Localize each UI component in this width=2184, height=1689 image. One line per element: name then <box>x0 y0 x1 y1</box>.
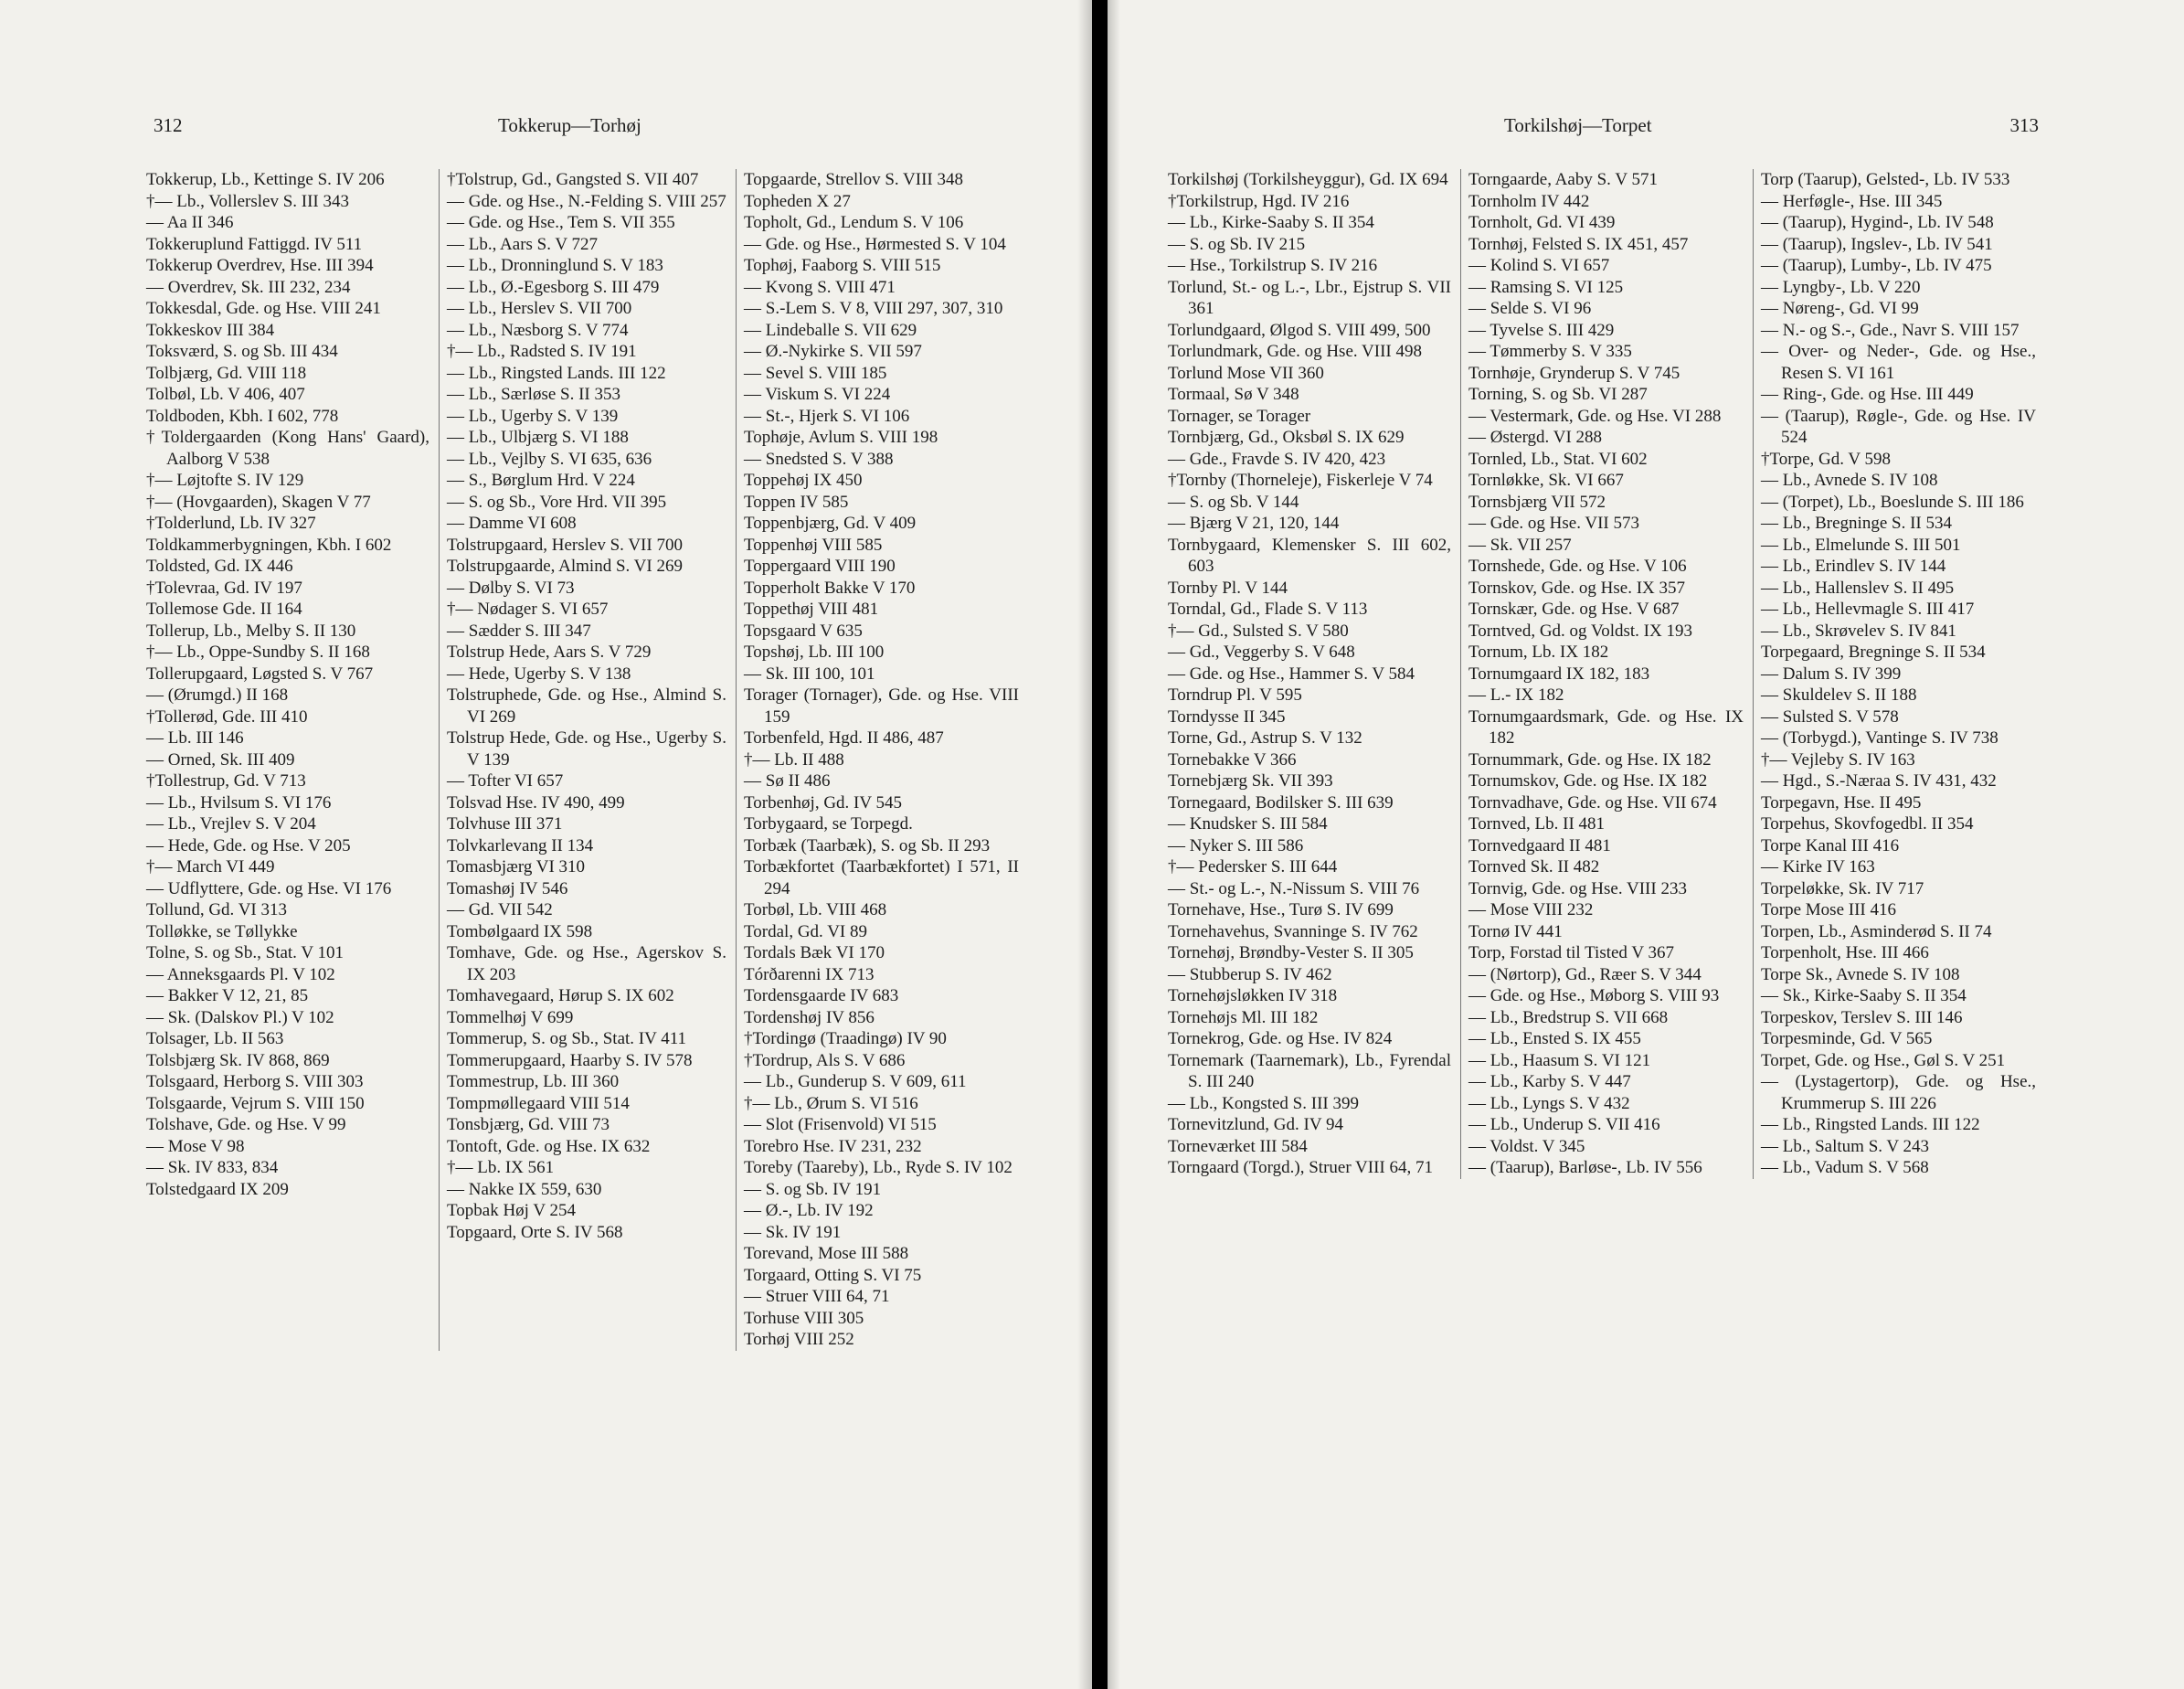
index-entry: — Orned, Sk. III 409 <box>146 749 295 770</box>
index-entry: Toldsted, Gd. IX 446 <box>146 557 293 576</box>
index-entry: Topshøj, Lb. III 100 <box>744 643 885 662</box>
index-entry: Tolløkke, se Tøllykke <box>146 921 298 941</box>
index-entry: Tophøje, Avlum S. VIII 198 <box>744 428 938 447</box>
index-entry: Tophøj, Faaborg S. VIII 515 <box>744 256 941 275</box>
index-entry: — Dølby S. VI 73 <box>447 578 575 598</box>
right-column-1 <box>1168 169 1460 1179</box>
index-entry: †— Lb. II 488 <box>744 749 844 770</box>
index-entry: — (Taarup), Barløse-, Lb. IV 556 <box>1468 1158 1702 1177</box>
index-entry: †Tollerød, Gde. III 410 <box>146 706 308 727</box>
index-entry: †— Lb., Oppe-Sundby S. II 168 <box>146 643 370 662</box>
index-entry: Torneværket III 584 <box>1168 1136 1308 1156</box>
index-entry: Tornumgaardsmark, Gde. og Hse. IX 182 <box>1468 706 1744 748</box>
index-entry: — Sk. IV 833, 834 <box>146 1158 279 1177</box>
index-entry: Torbæk (Taarbæk), S. og Sb. II 293 <box>744 835 991 855</box>
index-entry: Torbøl, Lb. VIII 468 <box>744 900 887 919</box>
index-entry: — Sø II 486 <box>744 771 831 791</box>
right-column-3 <box>1753 169 2045 1179</box>
index-entry: — Hede, Ugerby S. V 138 <box>447 664 631 684</box>
index-entry: — Sulsted S. V 578 <box>1761 706 1899 727</box>
index-entry: — Sk. (Dalskov Pl.) V 102 <box>146 1007 334 1027</box>
index-entry: Torlund, St.- og L.-, Lbr., Ejstrup S. VII 361 <box>1168 277 1451 318</box>
index-entry: — Gde., Fravde S. IV 420, 423 <box>1168 449 1386 469</box>
index-entry: — Stubberup S. IV 462 <box>1168 964 1332 984</box>
index-entry: Tonsbjærg, Gd. VIII 73 <box>447 1115 610 1134</box>
index-entry: Tornløkke, Sk. VI 667 <box>1468 471 1624 490</box>
left-running-head: Tokkerup—Torhøj <box>498 114 641 136</box>
index-entry: Tolsager, Lb. II 563 <box>146 1029 284 1048</box>
index-entry: — Lb., Saltum S. V 243 <box>1761 1136 1930 1156</box>
index-entry: — Lindeballe S. VII 629 <box>744 320 917 340</box>
index-entry: — Lb., Kongsted S. III 399 <box>1168 1093 1359 1113</box>
index-entry: — Lb., Kirke-Saaby S. II 354 <box>1168 213 1374 232</box>
right-page-number: 313 <box>2009 114 2039 136</box>
index-entry: Torlundmark, Gde. og Hse. VIII 498 <box>1168 342 1422 361</box>
index-entry: Tornebjærg Sk. VII 393 <box>1168 771 1333 791</box>
index-entry: — Lb., Ulbjærg S. VI 188 <box>447 428 629 447</box>
index-entry: — (Taarup), Hygind-, Lb. IV 548 <box>1761 213 1994 232</box>
index-entry: Torpenholt, Hse. III 466 <box>1761 943 1929 962</box>
index-entry: Tollerup, Lb., Melby S. II 130 <box>146 621 356 641</box>
index-entry: — Østergd. VI 288 <box>1468 428 1603 447</box>
index-entry: — Lb. III 146 <box>146 728 244 748</box>
index-entry: Tornby Pl. V 144 <box>1168 578 1288 598</box>
index-entry: Torpehus, Skovfogedbl. II 354 <box>1761 814 1974 834</box>
index-entry: — N.- og S.-, Gde., Navr S. VIII 157 <box>1761 320 2020 340</box>
index-entry: — Lb., Dronninglund S. V 183 <box>447 256 663 275</box>
index-entry: Tompmøllegaard VIII 514 <box>447 1093 630 1113</box>
index-entry: Tornø IV 441 <box>1468 921 1563 941</box>
index-entry: Torntved, Gd. og Voldst. IX 193 <box>1468 621 1692 641</box>
index-entry: Torndysse II 345 <box>1168 706 1286 727</box>
index-entry: Toppenhøj VIII 585 <box>744 535 883 555</box>
index-entry: — S.-Lem S. V 8, VIII 297, 307, 310 <box>744 299 1003 318</box>
index-entry: Tolstrup Hede, Aars S. V 729 <box>447 643 652 662</box>
index-entry: Tornemark (Taarnemark), Lb., Fyrendal S. III 240 <box>1168 1050 1451 1091</box>
index-entry: Tommerup, S. og Sb., Stat. IV 411 <box>447 1029 687 1048</box>
index-entry: Tommerupgaard, Haarby S. IV 578 <box>447 1050 693 1070</box>
index-entry: Tolbjærg, Gd. VIII 118 <box>146 363 307 383</box>
index-entry: — Damme VI 608 <box>447 514 577 533</box>
index-entry: — S. og Sb. V 144 <box>1168 492 1299 512</box>
index-entry: Tornehøjs Ml. III 182 <box>1168 1007 1319 1027</box>
index-entry: — Herføgle-, Hse. III 345 <box>1761 191 1943 211</box>
index-entry: Tolvkarlevang II 134 <box>447 835 594 855</box>
index-entry: — Ring-, Gde. og Hse. III 449 <box>1761 385 1974 404</box>
index-entry: — S. og Sb. IV 215 <box>1168 234 1306 254</box>
index-entry: Torpegaard, Bregninge S. II 534 <box>1761 643 1986 662</box>
index-entry: Tornum, Lb. IX 182 <box>1468 643 1609 662</box>
index-entry: †Tolstrup, Gd., Gangsted S. VII 407 <box>447 170 699 189</box>
index-entry: Toldkammerbygningen, Kbh. I 602 <box>146 535 392 555</box>
index-entry: — Kolind S. VI 657 <box>1468 256 1610 275</box>
index-entry: Tokkesdal, Gde. og Hse. VIII 241 <box>146 299 381 318</box>
index-entry: †— Lb., Ørum S. VI 516 <box>744 1093 918 1113</box>
index-entry: Tomhavegaard, Hørup S. IX 602 <box>447 986 674 1005</box>
index-entry: — Mose V 98 <box>146 1136 245 1156</box>
index-entry: Tornager, se Torager <box>1168 406 1311 426</box>
index-entry: †— Lb., Radsted S. IV 191 <box>447 342 637 361</box>
index-entry: — Vestermark, Gde. og Hse. VI 288 <box>1468 406 1722 426</box>
index-entry: Tokkerup, Lb., Kettinge S. IV 206 <box>146 170 385 189</box>
right-page-columns <box>1168 169 2045 1179</box>
index-entry: Tommestrup, Lb. III 360 <box>447 1072 620 1091</box>
index-entry: — (Taarup), Lumby-, Lb. IV 475 <box>1761 256 1992 275</box>
index-entry: Tornummark, Gde. og Hse. IX 182 <box>1468 749 1712 770</box>
index-entry: — Overdrev, Sk. III 232, 234 <box>146 277 351 297</box>
index-entry: — Gd., Veggerby S. V 648 <box>1168 643 1355 662</box>
index-entry: — Sk. IV 191 <box>744 1222 842 1242</box>
index-entry: — S. og Sb. IV 191 <box>744 1179 882 1199</box>
index-entry: — Tømmerby S. V 335 <box>1468 342 1632 361</box>
index-entry: Tornvadhave, Gde. og Hse. VII 674 <box>1468 792 1717 813</box>
index-entry: — (Torbygd.), Vantinge S. IV 738 <box>1761 728 1998 748</box>
index-entry: — Lb., Ringsted Lands. III 122 <box>1761 1115 1980 1134</box>
index-entry: — Lb., Vrejlev S. V 204 <box>146 814 316 834</box>
index-entry: Tordenshøj IV 856 <box>744 1007 875 1027</box>
index-entry: Torlund Mose VII 360 <box>1168 363 1324 383</box>
index-entry: †— Lb. IX 561 <box>447 1158 555 1177</box>
index-entry: Torne, Gd., Astrup S. V 132 <box>1168 728 1362 748</box>
index-entry: — Nakke IX 559, 630 <box>447 1179 602 1199</box>
index-entry: Topgaarde, Strellov S. VIII 348 <box>744 170 963 189</box>
index-entry: †Torpe, Gd. V 598 <box>1761 449 1892 469</box>
index-entry: — Ø.-, Lb. IV 192 <box>744 1201 874 1220</box>
index-entry: Tordal, Gd. VI 89 <box>744 921 867 941</box>
index-entry: Torevand, Mose III 588 <box>744 1244 909 1263</box>
right-page <box>1108 0 2184 1689</box>
index-entry: — Lb., Vadum S. V 568 <box>1761 1158 1929 1177</box>
index-entry: Tollemose Gde. II 164 <box>146 600 302 619</box>
index-entry: Tollerupgaard, Løgsted S. V 767 <box>146 664 374 684</box>
index-entry: †— (Hovgaarden), Skagen V 77 <box>146 492 371 512</box>
index-entry: Tornved Sk. II 482 <box>1468 857 1600 876</box>
index-entry: Torpet, Gde. og Hse., Gøl S. V 251 <box>1761 1050 2006 1070</box>
index-entry: — Lb., Haasum S. VI 121 <box>1468 1050 1651 1070</box>
index-entry: Tornumskov, Gde. og Hse. IX 182 <box>1468 771 1708 791</box>
index-entry: Torndrup Pl. V 595 <box>1168 685 1302 705</box>
index-entry: Tomasbjærg VI 310 <box>447 857 586 876</box>
index-entry: Topbak Høj V 254 <box>447 1201 576 1220</box>
index-entry: Tórðarenni IX 713 <box>744 964 875 984</box>
index-entry: — Dalum S. IV 399 <box>1761 664 1902 684</box>
index-entry: — Kvong S. VIII 471 <box>744 277 896 297</box>
left-page-columns <box>146 169 1028 1351</box>
index-entry: Tolsbjærg Sk. IV 868, 869 <box>146 1050 330 1070</box>
index-entry: Torpesminde, Gd. V 565 <box>1761 1029 1933 1048</box>
index-entry: Tornbjærg, Gd., Oksbøl S. IX 629 <box>1168 428 1405 447</box>
index-entry: — Nyker S. III 586 <box>1168 835 1304 855</box>
index-entry: — Udflyttere, Gde. og Hse. VI 176 <box>146 878 392 898</box>
index-entry: †— Nødager S. VI 657 <box>447 600 609 619</box>
index-entry: — Tyvelse S. III 429 <box>1468 320 1615 340</box>
index-entry: †Tornby (Thorneleje), Fiskerleje V 74 <box>1168 471 1433 490</box>
index-entry: — (Torpet), Lb., Boeslunde S. III 186 <box>1761 492 2024 512</box>
index-entry: — (Ørumgd.) II 168 <box>146 685 289 705</box>
index-entry: — Lb., Elmelunde S. III 501 <box>1761 535 1961 555</box>
index-entry: Torpeløkke, Sk. IV 717 <box>1761 878 1924 898</box>
index-entry: Tolshave, Gde. og Hse. V 99 <box>146 1115 346 1134</box>
index-entry: Torlundgaard, Ølgod S. VIII 499, 500 <box>1168 320 1431 340</box>
left-page-header <box>154 114 953 142</box>
index-entry: †Tolderlund, Lb. IV 327 <box>146 514 316 533</box>
index-entry: — Lb., Erindlev S. IV 144 <box>1761 557 1946 576</box>
index-entry: — (Lystagertorp), Gde. og Hse., Krummerup S. III 226 <box>1761 1072 2036 1113</box>
index-entry: — Lb., Hellevmagle S. III 417 <box>1761 600 1975 619</box>
right-page-header <box>1168 114 2039 142</box>
index-entry: Tornvedgaard II 481 <box>1468 835 1611 855</box>
index-entry: Torpe Kanal III 416 <box>1761 835 1900 855</box>
index-entry: Topholt, Gd., Lendum S. V 106 <box>744 213 964 232</box>
index-entry: Tolsvad Hse. IV 490, 499 <box>447 792 625 813</box>
index-entry: — Sk., Kirke-Saaby S. II 354 <box>1761 986 1967 1005</box>
index-entry: — Sk. III 100, 101 <box>744 664 875 684</box>
index-entry: — Nøreng-, Gd. VI 99 <box>1761 299 1919 318</box>
index-entry: Torpe Mose III 416 <box>1761 900 1896 919</box>
index-entry: Tornebakke V 366 <box>1168 749 1297 770</box>
index-entry: — Hgd., S.-Næraa S. IV 431, 432 <box>1761 771 1997 791</box>
index-entry: Torgaard, Otting S. VI 75 <box>744 1265 922 1285</box>
right-column-2 <box>1460 169 1753 1179</box>
right-running-head: Torkilshøj—Torpet <box>1504 114 1652 136</box>
index-entry: — (Taarup), Røgle-, Gde. og Hse. IV 524 <box>1761 406 2036 447</box>
index-entry: — Gd. VII 542 <box>447 900 553 919</box>
index-entry: Tomashøj IV 546 <box>447 878 568 898</box>
index-entry: — Gde. og Hse., Tem S. VII 355 <box>447 213 675 232</box>
index-entry: Tolstrup Hede, Gde. og Hse., Ugerby S. V 139 <box>447 728 726 770</box>
left-page-number: 312 <box>154 114 183 136</box>
index-entry: — Lb., Karby S. V 447 <box>1468 1072 1631 1091</box>
index-entry: — Selde S. VI 96 <box>1468 299 1592 318</box>
index-entry: †Tordrup, Als S. V 686 <box>744 1050 906 1070</box>
index-entry: — Lb., Ugerby S. V 139 <box>447 406 619 426</box>
index-entry: Tolstrupgaarde, Almind S. VI 269 <box>447 557 683 576</box>
index-entry: — Bjærg V 21, 120, 144 <box>1168 514 1340 533</box>
index-entry: Tomhave, Gde. og Hse., Agerskov S. IX 203 <box>447 943 726 984</box>
index-entry: — Snedsted S. V 388 <box>744 449 894 469</box>
index-entry: — Lb., Hallenslev S. II 495 <box>1761 578 1955 598</box>
index-entry: Torp (Taarup), Gelsted-, Lb. IV 533 <box>1761 170 2010 189</box>
index-entry: Toppergaard VIII 190 <box>744 557 896 576</box>
index-entry: Tornhøj, Felsted S. IX 451, 457 <box>1468 234 1689 254</box>
index-entry: — S. og Sb., Vore Hrd. VII 395 <box>447 492 667 512</box>
index-entry: †— Lb., Vollerslev S. III 343 <box>146 191 350 211</box>
index-entry: Toppehøj IX 450 <box>744 471 863 490</box>
index-entry: Tornvig, Gde. og Hse. VIII 233 <box>1468 878 1687 898</box>
index-entry: Tolsgaarde, Vejrum S. VIII 150 <box>146 1093 365 1113</box>
index-entry: Torngaarde, Aaby S. V 571 <box>1468 170 1658 189</box>
index-entry: Tornskær, Gde. og Hse. V 687 <box>1468 600 1680 619</box>
left-column-3 <box>736 169 1028 1351</box>
index-entry: †— Gd., Sulsted S. V 580 <box>1168 621 1349 641</box>
index-entry: Tolbøl, Lb. V 406, 407 <box>146 385 305 404</box>
index-entry: — Lb., Gunderup S. V 609, 611 <box>744 1072 967 1091</box>
index-entry: Tommelhøj V 699 <box>447 1007 574 1027</box>
index-entry: — L.- IX 182 <box>1468 685 1564 705</box>
index-entry: — Anneksgaards Pl. V 102 <box>146 964 335 984</box>
index-entry: Tornled, Lb., Stat. VI 602 <box>1468 449 1648 469</box>
index-entry: Topheden X 27 <box>744 191 851 211</box>
index-entry: Toppen IV 585 <box>744 492 849 512</box>
index-entry: Tornholt, Gd. VI 439 <box>1468 213 1616 232</box>
index-entry: †Toldergaarden (Kong Hans' Gaard), Aalborg V 538 <box>146 428 429 469</box>
index-entry: — Sædder S. III 347 <box>447 621 591 641</box>
index-entry: — Hede, Gde. og Hse. V 205 <box>146 835 351 855</box>
index-entry: Tordals Bæk VI 170 <box>744 943 885 962</box>
index-entry: Torpe Sk., Avnede S. IV 108 <box>1761 964 1960 984</box>
index-entry: Toppethøj VIII 481 <box>744 600 879 619</box>
index-entry: — Knudsker S. III 584 <box>1168 814 1328 834</box>
index-entry: — Gde. og Hse., Hammer S. V 584 <box>1168 664 1415 684</box>
index-entry: †— Vejleby S. IV 163 <box>1761 749 1915 770</box>
index-entry: — Sk. VII 257 <box>1468 535 1572 555</box>
index-entry: — Slot (Frisenvold) VI 515 <box>744 1115 937 1134</box>
index-entry: Torhøj VIII 252 <box>744 1330 854 1349</box>
index-entry: Tokkerup Overdrev, Hse. III 394 <box>146 256 374 275</box>
index-entry: — Lb., Aars S. V 727 <box>447 234 599 254</box>
index-entry: — Skuldelev S. II 188 <box>1761 685 1917 705</box>
index-entry: — Gde. og Hse., Møborg S. VIII 93 <box>1468 986 1720 1005</box>
index-entry: — Lyngby-, Lb. V 220 <box>1761 277 1921 297</box>
index-entry: Toldboden, Kbh. I 602, 778 <box>146 406 339 426</box>
index-entry: Topgaard, Orte S. IV 568 <box>447 1222 623 1242</box>
index-entry: — Lb., Bregninge S. II 534 <box>1761 514 1952 533</box>
index-entry: Tornskov, Gde. og Hse. IX 357 <box>1468 578 1686 598</box>
index-entry: — Struer VIII 64, 71 <box>744 1287 890 1306</box>
index-entry: — Gde. og Hse., N.-Felding S. VIII 257 <box>447 191 726 211</box>
index-entry: — Lb., Vejlby S. VI 635, 636 <box>447 449 652 469</box>
index-entry: — Over- og Neder-, Gde. og Hse., Resen S. VI 161 <box>1761 342 2036 383</box>
index-entry: Torhuse VIII 305 <box>744 1308 864 1328</box>
index-entry: — Ø.-Nykirke S. VII 597 <box>744 342 922 361</box>
index-entry: — Viskum S. VI 224 <box>744 385 891 404</box>
index-entry: Tolstrupgaard, Herslev S. VII 700 <box>447 535 683 555</box>
index-entry: Torp, Forstad til Tisted V 367 <box>1468 943 1674 962</box>
index-entry: Toppenbjærg, Gd. V 409 <box>744 514 917 533</box>
index-entry: — Lb., Næsborg S. V 774 <box>447 320 629 340</box>
index-entry: †— March VI 449 <box>146 857 275 876</box>
index-entry: — Sevel S. VIII 185 <box>744 363 887 383</box>
index-entry: Torkilshøj (Torkilsheyggur), Gd. IX 694 <box>1168 170 1448 189</box>
index-entry: Tormaal, Sø V 348 <box>1168 385 1299 404</box>
index-entry: — St.-, Hjerk S. VI 106 <box>744 406 910 426</box>
index-entry: — Tofter VI 657 <box>447 771 564 791</box>
index-entry: Torager (Tornager), Gde. og Hse. VIII 159 <box>744 685 1019 727</box>
index-entry: — S., Børglum Hrd. V 224 <box>447 471 635 490</box>
index-entry: Tolstruphede, Gde. og Hse., Almind S. VI 269 <box>447 685 726 727</box>
index-entry: Tordensgaarde IV 683 <box>744 986 899 1005</box>
index-entry: Tontoft, Gde. og Hse. IX 632 <box>447 1136 651 1156</box>
index-entry: — Lb., Bredstrup S. VII 668 <box>1468 1007 1669 1027</box>
index-entry: — St.- og L.-, N.-Nissum S. VIII 76 <box>1168 878 1420 898</box>
index-entry: Tombølgaard IX 598 <box>447 921 593 941</box>
index-entry: — (Taarup), Ingslev-, Lb. IV 541 <box>1761 234 1993 254</box>
index-entry: Torpegavn, Hse. II 495 <box>1761 792 1922 813</box>
index-entry: — (Nørtorp), Gd., Ræer S. V 344 <box>1468 964 1702 984</box>
index-entry: Torbækfortet (Taarbækfortet) I 571, II 294 <box>744 857 1019 898</box>
index-entry: — Hse., Torkilstrup S. IV 216 <box>1168 256 1378 275</box>
index-entry: Tornved, Lb. II 481 <box>1468 814 1606 834</box>
index-entry: Torbygaard, se Torpegd. <box>744 814 913 834</box>
index-entry: Torndal, Gd., Flade S. V 113 <box>1168 600 1368 619</box>
index-entry: — Lb., Særløse S. II 353 <box>447 385 620 404</box>
index-entry: Tornegaard, Bodilsker S. III 639 <box>1168 792 1394 813</box>
left-gutter-shadow <box>1077 0 1092 1689</box>
index-entry: Torbenfeld, Hgd. II 486, 487 <box>744 728 944 748</box>
index-entry: Topperholt Bakke V 170 <box>744 578 916 598</box>
index-entry: — Lb., Underup S. VII 416 <box>1468 1115 1660 1134</box>
index-entry: †Tordingø (Traadingø) IV 90 <box>744 1029 947 1048</box>
index-entry: Tornshede, Gde. og Hse. V 106 <box>1468 557 1687 576</box>
index-entry: — Mose VIII 232 <box>1468 900 1594 919</box>
index-entry: Torebro Hse. IV 231, 232 <box>744 1136 922 1156</box>
index-entry: †Torkilstrup, Hgd. IV 216 <box>1168 191 1350 211</box>
left-column-1 <box>146 169 439 1351</box>
index-entry: Tornhøje, Grynderup S. V 745 <box>1468 363 1680 383</box>
index-entry: Torning, S. og Sb. VI 287 <box>1468 385 1648 404</box>
index-entry: Tokkeskov III 384 <box>146 320 275 340</box>
index-entry: Tornevitzlund, Gd. IV 94 <box>1168 1115 1343 1134</box>
index-entry: — Lb., Ringsted Lands. III 122 <box>447 363 666 383</box>
index-entry: — Lb., Hvilsum S. VI 176 <box>146 792 332 813</box>
index-entry: Tornehøjsløkken IV 318 <box>1168 986 1338 1005</box>
index-entry: — Aa II 346 <box>146 213 234 232</box>
index-entry: Torpeskov, Terslev S. III 146 <box>1761 1007 1963 1027</box>
index-entry: Tornehøj, Brøndby-Vester S. II 305 <box>1168 943 1414 962</box>
index-entry: — Lb., Lyngs S. V 432 <box>1468 1093 1630 1113</box>
index-entry: Topsgaard V 635 <box>744 621 863 641</box>
index-entry: Tornbygaard, Klemensker S. III 602, 603 <box>1168 535 1451 576</box>
index-entry: Toksværd, S. og Sb. III 434 <box>146 342 338 361</box>
index-entry: Tolne, S. og Sb., Stat. V 101 <box>146 943 344 962</box>
index-entry: Tornumgaard IX 182, 183 <box>1468 664 1650 684</box>
index-entry: †— Pedersker S. III 644 <box>1168 857 1338 876</box>
index-entry: — Bakker V 12, 21, 85 <box>146 986 309 1005</box>
index-entry: Tornekrog, Gde. og Hse. IV 824 <box>1168 1029 1393 1048</box>
index-entry: †Tollestrup, Gd. V 713 <box>146 771 306 791</box>
index-entry: Tolsgaard, Herborg S. VIII 303 <box>146 1072 364 1091</box>
right-gutter-shadow <box>1108 0 1120 1689</box>
index-entry: Tokkeruplund Fattiggd. IV 511 <box>146 234 363 254</box>
index-entry: Tornholm IV 442 <box>1468 191 1590 211</box>
index-entry: Torngaard (Torgd.), Struer VIII 64, 71 <box>1168 1158 1434 1177</box>
index-entry: — Kirke IV 163 <box>1761 857 1875 876</box>
index-entry: — Gde. og Hse., Hørmested S. V 104 <box>744 234 1006 254</box>
left-column-2 <box>439 169 736 1351</box>
index-entry: †— Løjtofte S. IV 129 <box>146 471 304 490</box>
index-entry: Tollund, Gd. VI 313 <box>146 900 288 919</box>
index-entry: Torbenhøj, Gd. IV 545 <box>744 792 902 813</box>
index-entry: — Voldst. V 345 <box>1468 1136 1585 1156</box>
index-entry: — Lb., Ensted S. IX 455 <box>1468 1029 1641 1048</box>
index-entry: — Lb., Skrøvelev S. IV 841 <box>1761 621 1956 641</box>
index-entry: Toreby (Taareby), Lb., Ryde S. IV 102 <box>744 1158 1012 1177</box>
index-entry: Torpen, Lb., Asminderød S. II 74 <box>1761 921 1992 941</box>
index-entry: Tornehave, Hse., Turø S. IV 699 <box>1168 900 1394 919</box>
index-entry: Tolvhuse III 371 <box>447 814 563 834</box>
index-entry: Tornehavehus, Svanninge S. IV 762 <box>1168 921 1418 941</box>
index-entry: — Gde. og Hse. VII 573 <box>1468 514 1639 533</box>
index-entry: — Lb., Herslev S. VII 700 <box>447 299 632 318</box>
index-entry: Tornsbjærg VII 572 <box>1468 492 1606 512</box>
index-entry: — Lb., Ø.-Egesborg S. III 479 <box>447 277 660 297</box>
index-entry: †Tolevraa, Gd. IV 197 <box>146 578 302 598</box>
index-entry: Tolstedgaard IX 209 <box>146 1179 289 1199</box>
index-entry: — Ramsing S. VI 125 <box>1468 277 1624 297</box>
index-entry: — Lb., Avnede S. IV 108 <box>1761 471 1938 490</box>
